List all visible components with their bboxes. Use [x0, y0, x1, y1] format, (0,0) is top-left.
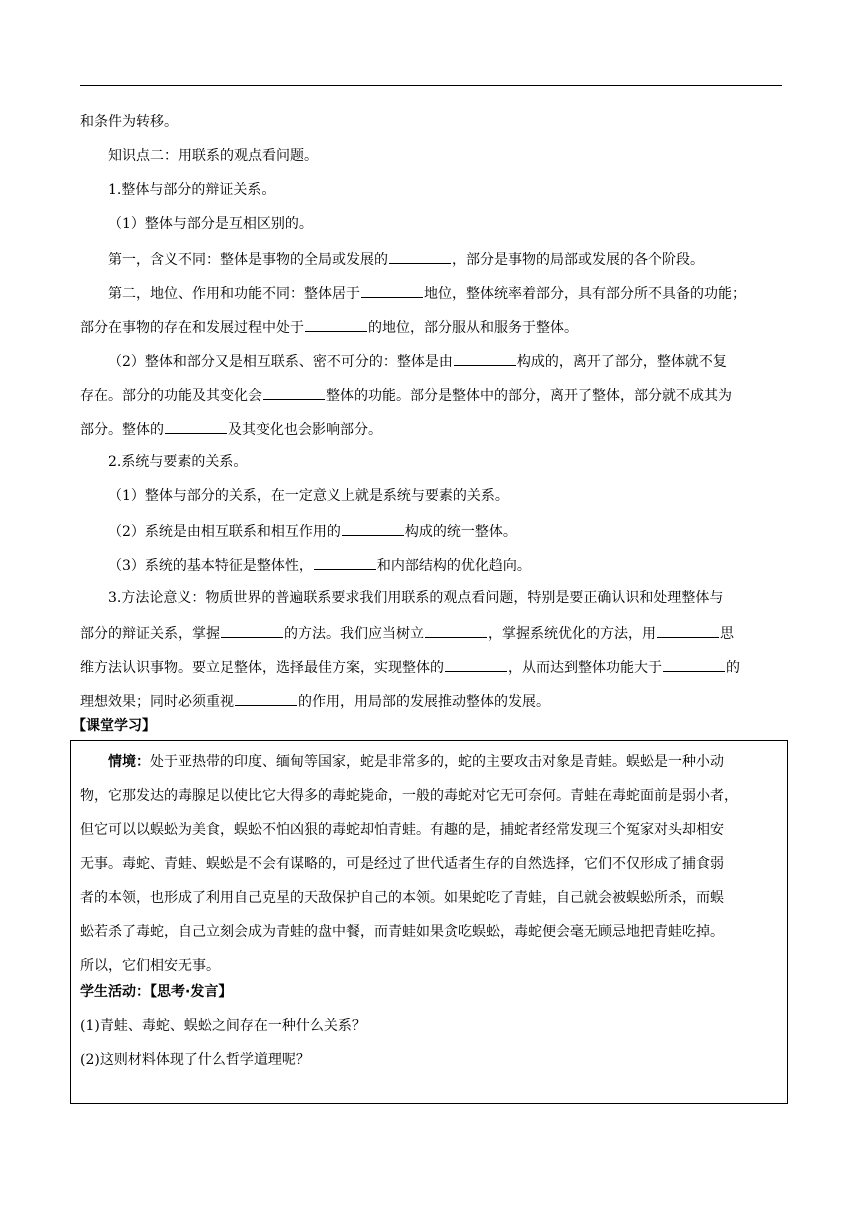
text-line: 第二，地位、作用和功能不同：整体居于 地位，整体统率着部分，具有部分所不具备的功能； [108, 282, 746, 304]
header-rule [80, 85, 782, 86]
fill-blank[interactable] [445, 656, 507, 672]
text-line: 理想效果；同时必须重视 的作用，用局部的发展推动整体的发展。 [80, 690, 550, 712]
fill-blank[interactable] [663, 656, 725, 672]
student-activity [80, 982, 232, 1002]
text-line: 和条件为转移。 [80, 114, 178, 130]
text-line: 存在。部分的功能及其变化会 整体的功能。部分是整体中的部分，离开了整体，部分就不成其为 [80, 384, 732, 406]
fill-blank[interactable] [305, 316, 367, 332]
text-line: 维方法认识事物。要立足整体，选择最佳方案，实现整体的 ，从而达到整体功能大于 的 [80, 656, 740, 678]
fill-blank[interactable] [425, 622, 487, 638]
scenario-text: 蚣若杀了毒蛇，自己立刻会成为青蛙的盘中餐，而青蛙如果贪吃蜈蚣，毒蛇便会毫无顾忌地把青蛙吃掉。 [80, 924, 724, 940]
text-line: 部分。整体的 及其变化也会影响部分。 [80, 418, 382, 440]
fill-blank[interactable] [165, 418, 227, 434]
activity-tag: 【思考·发言】 [150, 984, 233, 1000]
question-2: (2)这则材料体现了什么哲学道理呢？ [80, 1052, 310, 1068]
fill-blank[interactable] [342, 520, 404, 536]
subheading: 1.整体与部分的辩证关系。 [108, 182, 276, 198]
fill-blank[interactable] [657, 622, 719, 638]
fill-blank[interactable] [361, 282, 423, 298]
question-1: (1)青蛙、毒蛇、蜈蚣之间存在一种什么关系？ [80, 1018, 366, 1034]
subheading: 2.系统与要素的关系。 [108, 454, 248, 470]
scenario-text: 但它可以以蜈蚣为美食，蜈蚣不怕凶狠的毒蛇却怕青蛙。有趣的是，捕蛇者经常发现三个冤家对头却相安 [80, 822, 724, 838]
fill-blank[interactable] [235, 690, 297, 706]
text-line: （1）整体与部分的关系，在一定意义上就是系统与要素的关系。 [108, 488, 509, 504]
fill-blank[interactable] [389, 248, 451, 264]
scenario-text: 无事。毒蛇、青蛙、蜈蚣是不会有谋略的，可是经过了世代适者生存的自然选择，它们不仅形成了捕食弱 [80, 856, 724, 872]
text-line: 部分的辩证关系，掌握 的方法。我们应当树立 ，掌握系统优化的方法，用 思 [80, 622, 734, 644]
scenario-label: 情境： [108, 754, 150, 770]
scenario-text: 物，它那发达的毒腺足以使比它大得多的毒蛇毙命，一般的毒蛇对它无可奈何。青蛙在毒蛇面前是弱小者， [80, 788, 738, 804]
fill-blank[interactable] [314, 554, 376, 570]
scenario-text: 者的本领，也形成了利用自己克星的天敌保护自己的本领。如果蛇吃了青蛙，自己就会被蜈蚣所杀，而蜈 [80, 890, 724, 906]
text-line: 部分在事物的存在和发展过程中处于 的地位，部分服从和服务于整体。 [80, 316, 578, 338]
text-line: 第一，含义不同：整体是事物的全局或发展的 ，部分是事物的局部或发展的各个阶段。 [108, 248, 704, 270]
subheading: 3.方法论意义：物质世界的普遍联系要求我们用联系的观点看问题，特别是要正确认识和处理整体与 [108, 590, 724, 606]
section-heading: 【课堂学习】 [72, 718, 156, 734]
text-line: （1）整体与部分是互相区别的。 [108, 216, 313, 232]
text-line: （2）整体和部分又是相互联系、密不可分的：整体是由 构成的，离开了部分，整体就不复 [108, 350, 727, 372]
scenario-text: 所以，它们相安无事。 [80, 958, 220, 974]
fill-blank[interactable] [263, 384, 325, 400]
knowledge-point-heading: 知识点二：用联系的观点看问题。 [108, 148, 318, 164]
activity-label: 学生活动： [80, 984, 150, 1000]
scenario-text: 情境：处于亚热带的印度、缅甸等国家，蛇是非常多的，蛇的主要攻击对象是青蛙。蜈蚣是一种小动 [108, 754, 724, 770]
text-line: （3）系统的基本特征是整体性， 和内部结构的优化趋向。 [108, 554, 531, 576]
fill-blank[interactable] [221, 622, 283, 638]
text-line: （2）系统是由相互联系和相互作用的 构成的统一整体。 [108, 520, 517, 542]
fill-blank[interactable] [454, 350, 516, 366]
